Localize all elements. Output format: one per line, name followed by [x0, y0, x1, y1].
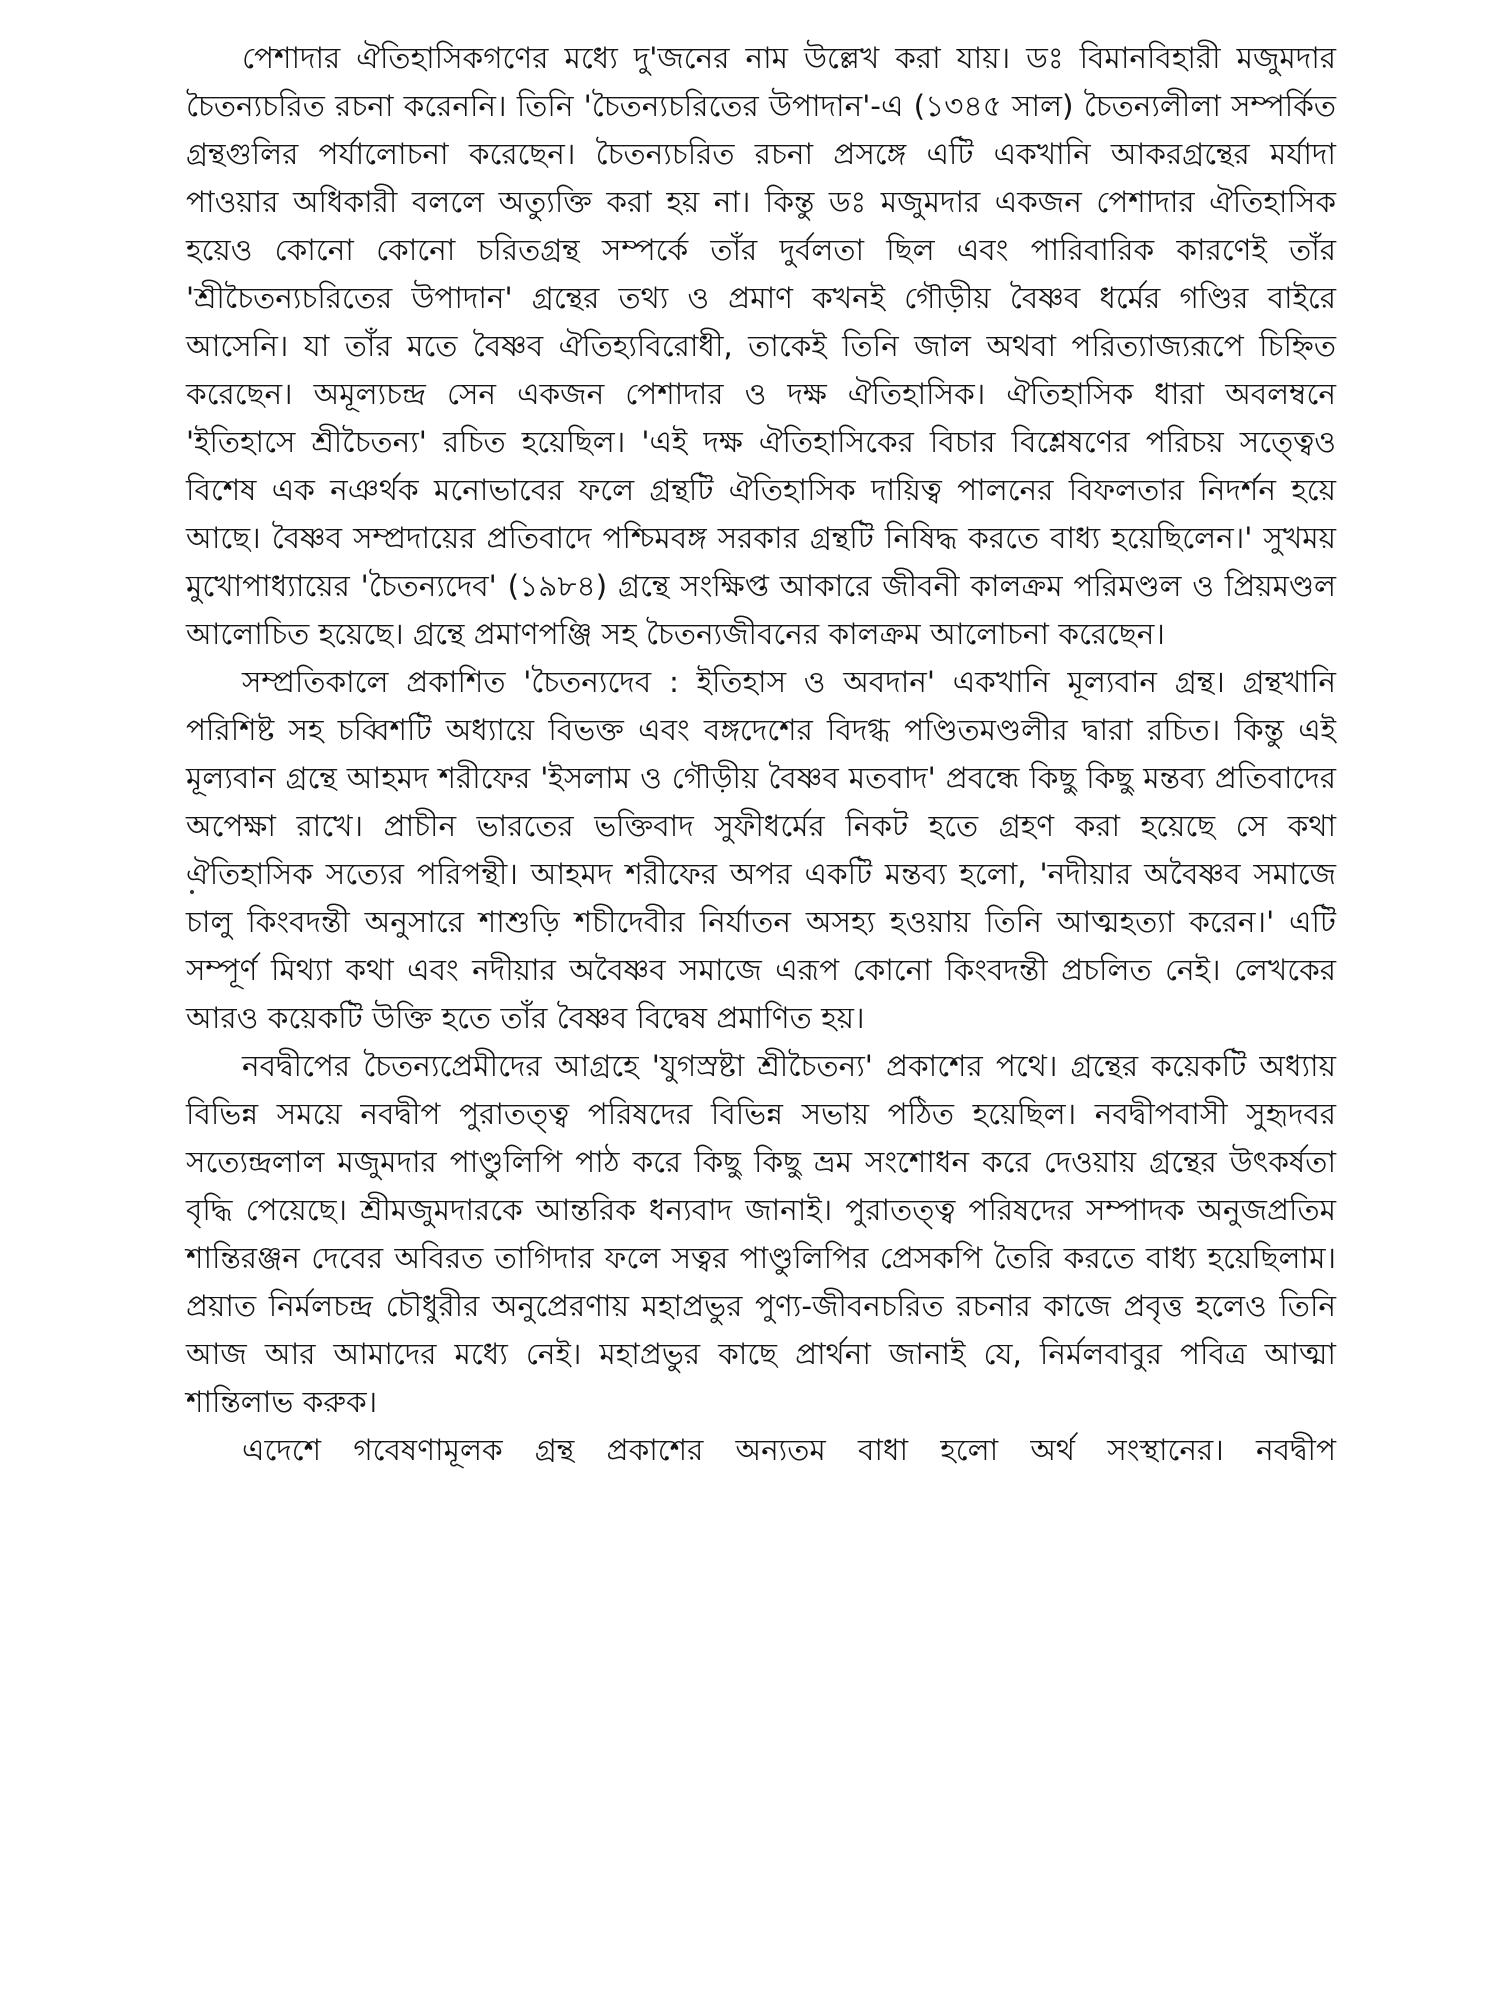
- paragraph-recent-publication: সম্প্রতিকালে প্রকাশিত 'চৈতন্যদেব : ইতিহাস ও অবদান' একখানি মূল্যবান গ্রন্থ। গ্রন্থখানি পরিশিষ্ট সহ চব্বিশটি অধ্যায়ে বিভক্ত এবং বঙ্গদেশের বিদগ্ধ পণ্ডিতমণ্ডলীর দ্বারা রচিত। কিন্তু এই মূল্যবান গ্রন্থে আহমদ শরীফের 'ইসলাম ও গৌড়ীয় বৈষ্ণব মতবাদ' প্রবন্ধে কিছু কিছু মন্তব্য প্রতিবাদের অপেক্ষা রাখে। প্রাচীন ভারতের ভক্তিবাদ সুফীধর্মের নিকট হতে গ্রহণ করা হয়েছে সে কথা ঐতিহাসিক সত্যের পরিপন্থী। আহমদ শরীফের অপর একটি মন্তব্য হলো, 'নদীয়ার অবৈষ্ণব সমাজে চালু কিংবদন্তী অনুসারে শাশুড়ি শচীদেবীর নির্যাতন অসহ্য হওয়ায় তিনি আত্মহত্যা করেন।' এটি সম্পূর্ণ মিথ্যা কথা এবং নদীয়ার অবৈষ্ণব সমাজে এরূপ কোনো কিংবদন্তী প্রচলিত নেই। লেখকের আরও কয়েকটি উক্তি হতে তাঁর বৈষ্ণব বিদ্বেষ প্রমাণিত হয়।: [186, 665, 1336, 1035]
- paragraph-funding: এদেশে গবেষণামূলক গ্রন্থ প্রকাশের অন্যতম বাধা হলো অর্থ সংস্থানের। নবদ্বীপ: [242, 1433, 1336, 1467]
- paragraph-historians: পেশাদার ঐতিহাসিকগণের মধ্যে দু'জনের নাম উল্লেখ করা যায়। ডঃ বিমানবিহারী মজুমদার চৈতন্যচরিত রচনা করেননি। তিনি 'চৈতন্যচরিতের উপাদান'-এ (১৩৪৫ সাল) চৈতন্যলীলা সম্পর্কিত গ্রন্থগুলির পর্যালোচনা করেছেন। চৈতন্যচরিত রচনা প্রসঙ্গে এটি একখানি আকরগ্রন্থের মর্যাদা পাওয়ার অধিকারী বললে অত্যুক্তি করা হয় না। কিন্তু ডঃ মজুমদার একজন পেশাদার ঐতিহাসিক হয়েও কোনো কোনো চরিতগ্রন্থ সম্পর্কে তাঁর দুর্বলতা ছিল এবং পারিবারিক কারণেই তাঁর 'শ্রীচৈতন্যচরিতের উপাদান' গ্রন্থের তথ্য ও প্রমাণ কখনই গৌড়ীয় বৈষ্ণব ধর্মের গণ্ডির বাইরে আসেনি। যা তাঁর মতে বৈষ্ণব ঐতিহ্যবিরোধী, তাকেই তিনি জাল অথবা পরিত্যাজ্যরূপে চিহ্নিত করেছেন। অমূল্যচন্দ্র সেন একজন পেশাদার ও দক্ষ ঐতিহাসিক। ঐতিহাসিক ধারা অবলম্বনে 'ইতিহাসে শ্রীচৈতন্য' রচিত হয়েছিল। 'এই দক্ষ ঐতিহাসিকের বিচার বিশ্লেষণের পরিচয় সত্ত্বেও বিশেষ এক নঞর্থক মনোভাবের ফলে গ্রন্থটি ঐতিহাসিক দায়িত্ব পালনের বিফলতার নিদর্শন হয়ে আছে। বৈষ্ণব সম্প্রদায়ের প্রতিবাদে পশ্চিমবঙ্গ সরকার গ্রন্থটি নিষিদ্ধ করতে বাধ্য হয়েছিলেন।' সুখময় মুখোপাধ্যায়ের 'চৈতন্যদেব' (১৯৮৪) গ্রন্থে সংক্ষিপ্ত আকারে জীবনী কালক্রম পরিমণ্ডল ও প্রিয়মণ্ডল আলোচিত হয়েছে। গ্রন্থে প্রমাণপঞ্জি সহ চৈতন্যজীবনের কালক্রম আলোচনা করেছেন।: [186, 41, 1336, 651]
- paragraph-acknowledgements: নবদ্বীপের চৈতন্যপ্রেমীদের আগ্রহে 'যুগস্রষ্টা শ্রীচৈতন্য' প্রকাশের পথে। গ্রন্থের কয়েকটি অধ্যায় বিভিন্ন সময়ে নবদ্বীপ পুরাতত্ত্ব পরিষদের বিভিন্ন সভায় পঠিত হয়েছিল। নবদ্বীপবাসী সুহৃদবর সত্যেন্দ্রলাল মজুমদার পাণ্ডুলিপি পাঠ করে কিছু কিছু ভ্রম সংশোধন করে দেওয়ায় গ্রন্থের উৎকর্ষতা বৃদ্ধি পেয়েছে। শ্রীমজুমদারকে আন্তরিক ধন্যবাদ জানাই। পুরাতত্ত্ব পরিষদের সম্পাদক অনুজপ্রতিম শান্তিরঞ্জন দেবের অবিরত তাগিদার ফলে সত্বর পাণ্ডুলিপির প্রেসকপি তৈরি করতে বাধ্য হয়েছিলাম। প্রয়াত নির্মলচন্দ্র চৌধুরীর অনুপ্রেরণায় মহাপ্রভুর পুণ্য-জীবনচরিত রচনার কাজে প্রবৃত্ত হলেও তিনি আজ আর আমাদের মধ্যে নেই। মহাপ্রভুর কাছে প্রার্থনা জানাই যে, নির্মলবাবুর পবিত্র আত্মা শান্তিলাভ করুক।: [186, 1049, 1336, 1419]
- body-text: [186, 34, 1336, 1474]
